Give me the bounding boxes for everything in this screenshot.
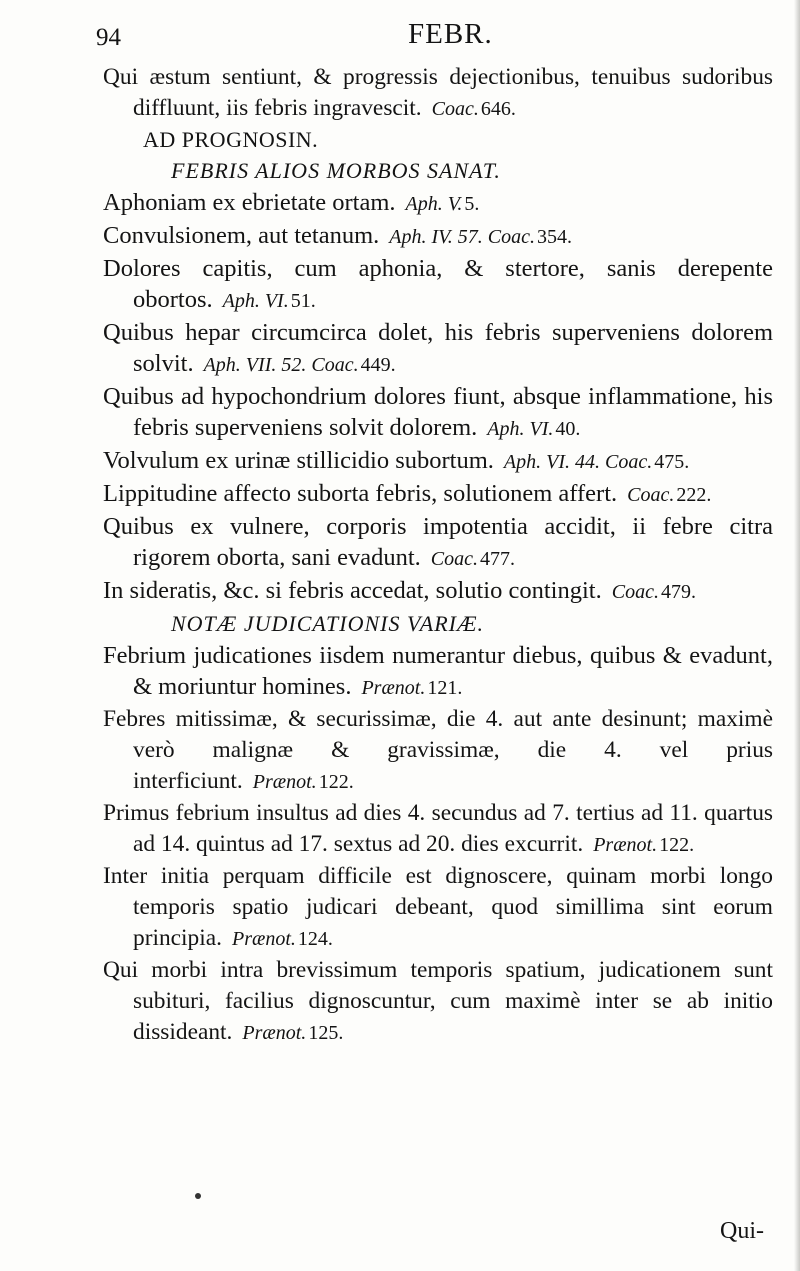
catchword: Qui- [720, 1218, 764, 1244]
page-body [103, 62, 773, 1049]
entry-text: Volvulum ex urinæ stillicidio subortum. [103, 447, 494, 474]
entry-text: Dolores capitis, cum aphonia, & stertore, sanis derepente obortos. [103, 255, 773, 313]
entry-reference-number: 124. [297, 928, 333, 950]
entry-text: In sideratis, &c. si febris accedat, solutio contingit. [103, 577, 602, 604]
aphorism-entry [103, 704, 773, 798]
entry-reference: Coac. [611, 581, 659, 603]
entry-text: Inter initia perquam difficile est dignoscere, quinam morbi longo temporis spatio judicari debeant, quod simillima sint eorum principia. [103, 863, 773, 951]
entry-reference-number: 354. [537, 226, 573, 248]
page-spine-shadow [794, 0, 800, 1271]
entry-text: Qui æstum sentiunt, & progressis dejectionibus, tenuibus sudoribus diffluunt, iis febris ingravescit. [103, 64, 773, 121]
aphorism-entry [103, 511, 773, 575]
aphorism-entry [103, 62, 773, 125]
entry-reference: Aph. VI. [222, 290, 289, 312]
entry-text: Febres mitissimæ, & securissimæ, die 4. aut ante desinunt; maximè verò malignæ & gravissimæ, die 4. vel prius interficiunt. [103, 706, 773, 794]
entry-reference: Aph. IV. 57. Coac. [389, 226, 536, 248]
section-subheading: FEBRIS ALIOS MORBOS SANAT. [171, 158, 501, 183]
entry-reference-number: 40. [555, 418, 581, 440]
entry-reference: Prænot. [242, 1022, 307, 1044]
aphorism-entry [103, 187, 773, 220]
entry-reference: Prænot. [593, 834, 658, 856]
entry-reference-number: 449. [360, 354, 396, 376]
entry-reference-number: 646. [480, 98, 516, 120]
entry-reference: Prænot. [231, 928, 296, 950]
entry-reference: Prænot. [252, 771, 317, 793]
entry-text: Quibus ex vulnere, corporis impotentia accidit, ii febre citra rigorem oborta, sani evadunt. [103, 513, 773, 571]
aphorism-entry [103, 220, 773, 253]
entry-reference: Aph. VI. [487, 418, 554, 440]
entry-reference-number: 475. [654, 451, 690, 473]
aphorism-entry [103, 798, 773, 861]
entry-reference-number: 222. [676, 484, 712, 506]
entry-reference-number: 122. [318, 771, 354, 793]
entry-reference: Prænot. [361, 677, 426, 699]
aphorism-entry [103, 445, 773, 478]
entry-reference: Coac. [627, 484, 675, 506]
aphorism-entry [103, 253, 773, 317]
section-rubric: AD PROGNOSIN. [143, 127, 319, 152]
entry-text: Lippitudine affecto suborta febris, solutionem affert. [103, 480, 618, 507]
entry-reference-number: 51. [290, 290, 316, 312]
entry-reference-number: 479. [660, 581, 696, 603]
entry-reference-number: 122. [659, 834, 695, 856]
ink-blot [195, 1193, 201, 1199]
entry-text: Primus febrium insultus ad dies 4. secundus ad 7. tertius ad 11. quartus ad 14. quintus ad 17. sextus ad 20. dies excurrit. [103, 800, 773, 857]
entry-reference-number: 5. [464, 193, 480, 215]
section-subheading: NOTÆ JUDICATIONIS VARIÆ. [171, 611, 485, 636]
entry-reference-number: 477. [480, 548, 516, 570]
entry-reference: Aph. VI. 44. Coac. [503, 451, 653, 473]
aphorism-entry [103, 478, 773, 511]
entry-text: Qui morbi intra brevissimum temporis spatium, judicationem sunt subituri, facilius dignoscuntur, cum maximè inter se ab initio dissideant. [103, 957, 773, 1045]
aphorism-entry [103, 955, 773, 1049]
entry-reference-number: 121. [427, 677, 463, 699]
entry-reference: Coac. [431, 98, 479, 120]
entry-text: Quibus hepar circumcirca dolet, his febris superveniens dolorem solvit. [103, 319, 773, 377]
aphorism-entry [103, 317, 773, 381]
entry-reference: Aph. VII. 52. Coac. [203, 354, 359, 376]
entry-text: Convulsionem, aut tetanum. [103, 222, 380, 249]
entry-reference: Coac. [430, 548, 479, 570]
aphorism-entry [103, 640, 773, 704]
page-number: 94 [96, 24, 121, 51]
entry-reference: Aph. V. [405, 193, 463, 215]
entry-reference-number: 125. [308, 1022, 344, 1044]
aphorism-entry [103, 575, 773, 608]
entry-text: Quibus ad hypochondrium dolores fiunt, absque inflammatione, his febris superveniens solvit dolorem. [103, 383, 773, 441]
aphorism-entry [103, 861, 773, 955]
entry-text: Febrium judicationes iisdem numerantur diebus, quibus & evadunt, & moriuntur homines. [103, 642, 773, 700]
page-header [96, 18, 766, 58]
aphorism-entry [103, 381, 773, 445]
running-title: FEBR. [408, 18, 493, 50]
entry-text: Aphoniam ex ebrietate ortam. [103, 189, 396, 216]
